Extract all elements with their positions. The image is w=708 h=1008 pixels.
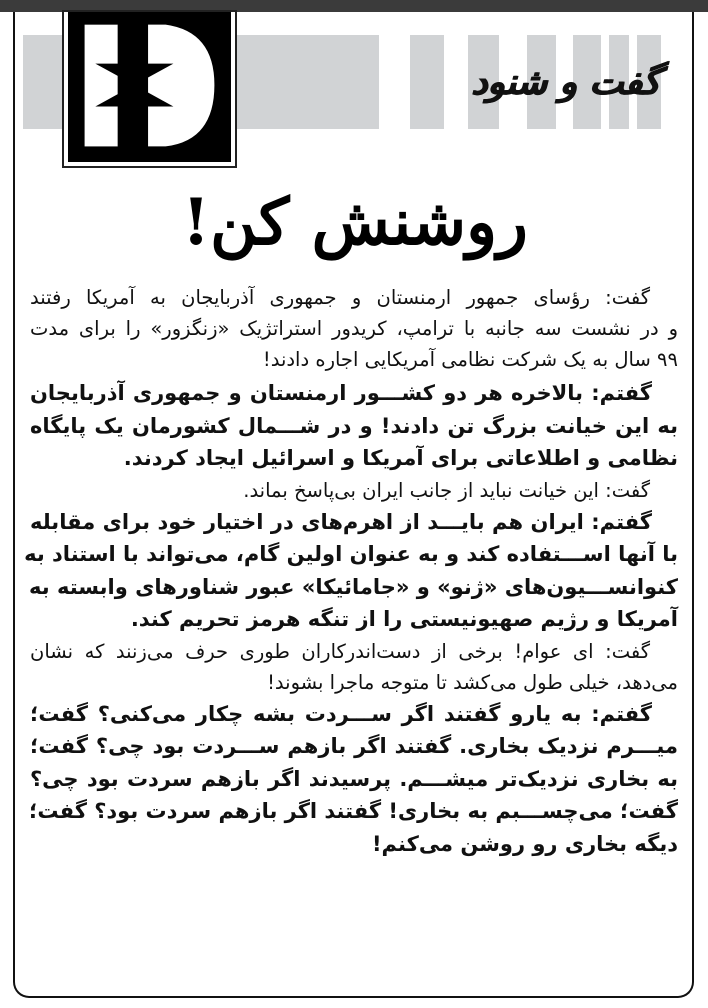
headline: روشنش کن! (182, 185, 528, 260)
text-line: گفت؛ می‌چســـبم به بخاری! گفتند اگر بازهم سردت بود؟ گفت؛ (28, 799, 678, 823)
text-line: به این خیانت بزرگ تن دادند! و در شـــمال کشورمان یک پایگاه (30, 413, 678, 438)
text-line: گفت: رؤسای جمهور ارمنستان و جمهوری آذربایجان به آمریکا رفتند (30, 286, 650, 309)
header-band-block (23, 35, 63, 129)
text-line: گفتم: ایران هم بایـــد از اهرم‌های در اختیار خود برای مقابله (30, 509, 652, 534)
header-band-block (237, 35, 379, 129)
text-line: دیگه بخاری رو روشن می‌کنم! (371, 831, 678, 856)
text-line: گفت: ای عوام! برخی از دست‌اندرکاران طوری حرف می‌زنند که نشان (30, 639, 650, 663)
text-line: و در نشست سه جانبه با ترامپ، کریدور استراتژیک «زنگزور» را برای مدت (30, 317, 678, 340)
text-line: به بخاری نزدیک‌تر میشـــم. پرسیدند اگر بازهم سردت بود چی؟ (30, 766, 678, 791)
paragraph-said-2 (30, 475, 678, 506)
article-body (24, 282, 678, 860)
paragraph-said-1 (30, 282, 678, 375)
text-line: می‌دهد، خیلی طول می‌کشد تا متوجه ماجرا بشوند! (267, 670, 678, 694)
kayhan-logo (62, 10, 237, 168)
kayhan-logo-glyph-icon (68, 12, 231, 162)
paragraph-replied-3 (30, 698, 678, 861)
text-line: گفت: این خیانت نباید از جانب ایران بی‌پاسخ بماند. (243, 478, 650, 502)
kayhan-logo-icon (68, 12, 231, 162)
paragraph-said-3 (30, 636, 678, 698)
text-line: نظامی و اطلاعاتی برای آمریکا و اسرائیل ایجاد کردند. (123, 446, 678, 470)
text-line: آمریکا و رژیم صهیونیستی را از تنگه هرمز تحریم کند. (130, 607, 678, 631)
text-line: گفتم: به یارو گفتند اگر ســـردت بشه چکار می‌کنی؟ گفت؛ (30, 701, 652, 726)
text-line: کنوانســـیون‌های «ژنو» و «جامائیکا» عبور شناورهای وابسته به (29, 574, 678, 599)
paragraph-replied-2 (24, 506, 678, 636)
paragraph-replied-1 (30, 377, 678, 475)
text-line: میـــرم نزدیک بخاری. گفتند اگر بازهم ســـردت بود چی؟ گفت؛ (30, 734, 678, 758)
text-line: ۹۹ سال به یک شرکت نظامی آمریکایی اجاره دادند! (262, 348, 678, 371)
text-line: گفتم: بالاخره هر دو کشـــور ارمنستان و جمهوری آذربایجان (30, 381, 652, 405)
column-title: گفت و شنود (471, 62, 660, 103)
text-line: با آنها اســـتفاده کند و به عنوان اولین گام، می‌تواند با استناد به (24, 542, 678, 566)
